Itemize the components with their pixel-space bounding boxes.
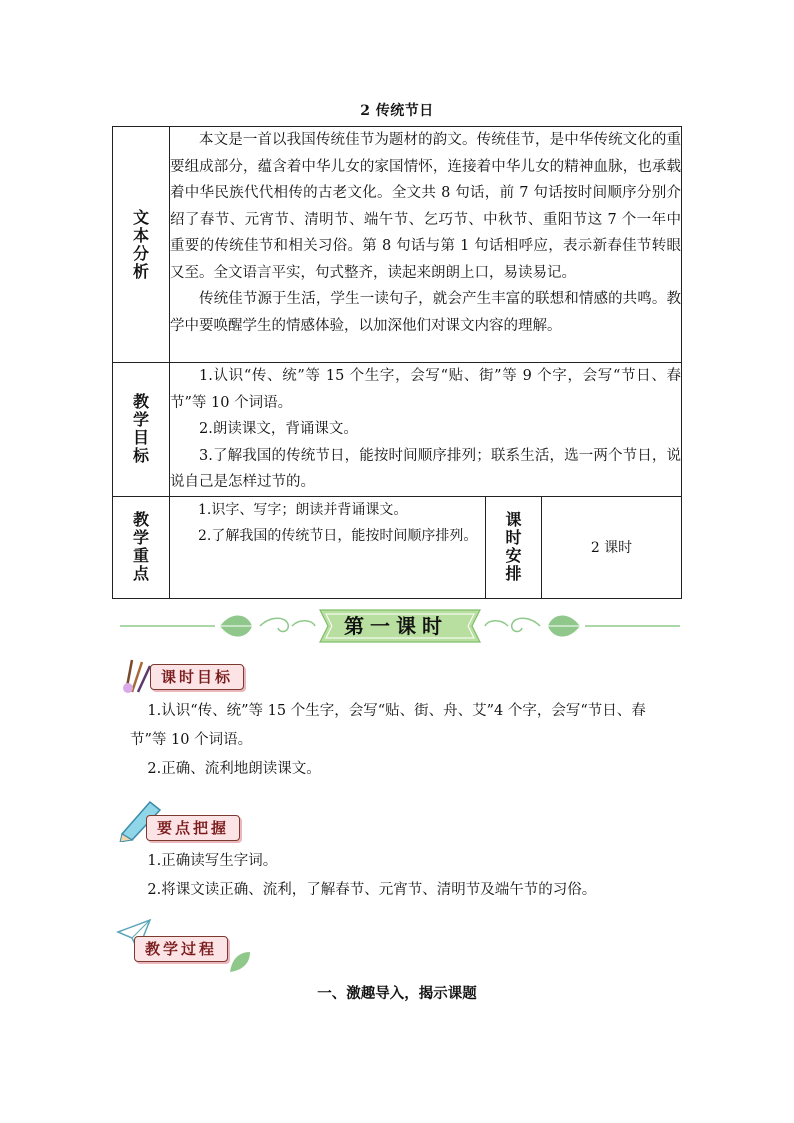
process-label: 教学过程 (134, 936, 228, 962)
lesson-goals-content (130, 697, 680, 784)
leaf-right-icon (548, 615, 580, 636)
key-grasp-item: 2.将课文读正确、流利，了解春节、元宵节、清明节及端午节的习俗。 (147, 882, 597, 898)
leaf-icon (228, 950, 252, 974)
key-points-header: 教学重点 (132, 510, 149, 583)
lesson-goals-label: 课时目标 (150, 664, 244, 690)
schedule-header-cell (486, 496, 542, 598)
swirl-left-icon (260, 618, 315, 631)
analysis-header-cell (113, 127, 170, 363)
analysis-paragraph: 传统佳节源于生活，学生一读句子，就会产生丰富的联想和情感的共鸣。教学中要唤醒学生的情感体验，以加深他们对课文内容的理解。 (170, 291, 682, 334)
lesson-plan-table (112, 126, 682, 599)
schedule-header: 课时安排 (505, 510, 522, 583)
goals-row (113, 363, 682, 497)
key-grasp-label: 要点把握 (146, 815, 240, 841)
key-grasp-item: 1.正确读写生字词。 (147, 853, 278, 869)
lesson-goal-item: 1.认识“传、统”等 15 个生字，会写“贴、街、舟、艾”4 个字，会写“节日、春节”等 10 个词语。 (130, 703, 646, 748)
lesson-banner-title: 第一课时 (344, 614, 448, 638)
goal-item: 2.朗读课文，背诵课文。 (199, 421, 358, 437)
key-points-content (170, 496, 486, 598)
leaf-left-icon (220, 615, 252, 636)
key-grasp-content (130, 847, 680, 905)
goal-item: 1.认识“传、统”等 15 个生字，会写“贴、街”等 9 个字，会写“节日、春节”等 10 个词语。 (170, 368, 682, 411)
goals-content (170, 363, 682, 497)
page-title: 2 传统节日 (360, 103, 434, 119)
goals-header: 教学目标 (132, 392, 149, 466)
analysis-content (170, 127, 682, 363)
analysis-header: 文本分析 (132, 207, 149, 281)
swirl-right-icon (485, 618, 540, 631)
schedule-value: 2 课时 (542, 496, 682, 598)
key-point-item: 2.了解我国的传统节日，能按时间顺序排列。 (198, 527, 478, 544)
key-point-item: 1.识字、写字；朗读并背诵课文。 (198, 501, 408, 518)
section-heading: 一、激趣导入，揭示课题 (317, 985, 477, 1002)
key-points-header-cell (113, 496, 170, 598)
lesson-goal-item: 2.正确、流利地朗读课文。 (147, 761, 321, 777)
analysis-row (113, 127, 682, 363)
goals-header-cell (113, 363, 170, 497)
key-points-row (113, 496, 682, 598)
analysis-paragraph: 本文是一首以我国传统佳节为题材的韵文。传统佳节，是中华传统文化的重要组成部分，蕴含着中华儿女的家国情怀，连接着中华儿女的精神血脉，也承载着中华民族代代相传的古老文化。全文共 8 句话，前 7 句话按时间顺序分别介绍了春节、元宵节、清明节、端午节、乞巧节、中秋节、重阳节这 7 个一年中重要的传统佳节和相关习俗。第 8 句话与第 1 句话相呼应，表示新春佳节转眼又至。全文语言平实，句式整齐，读起来朗朗上口，易读易记。 (170, 132, 682, 281)
goal-item: 3.了解我国的传统节日，能按时间顺序排列；联系生活，选一两个节日，说说自己是怎样过节的。 (170, 447, 682, 490)
